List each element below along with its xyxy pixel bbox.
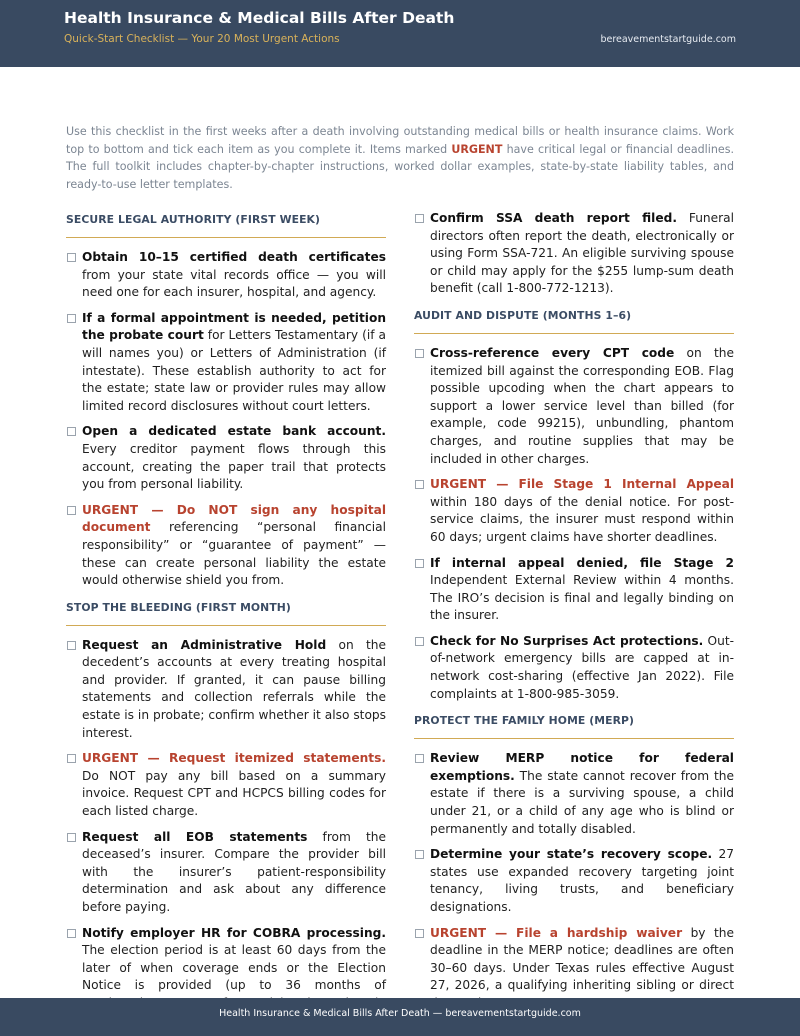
checkbox[interactable]: [415, 214, 424, 223]
left-column: [66, 210, 386, 1021]
item-lead: Check for No Surprises Act protections.: [430, 633, 704, 648]
item-body: The state cannot recover from the estate if there is a surviving spouse, a child under 21, or a child of any age who is blind or permanently and totally disabled.: [430, 768, 734, 836]
item-body: Out-of-network emergency bills are capped at in-network cost-sharing (effective Jan 2022). File complaints at 1-800-985-3059.: [430, 633, 735, 701]
checkbox[interactable]: [415, 349, 424, 358]
checkbox[interactable]: [67, 314, 76, 323]
checklist-item-urgent: [414, 476, 734, 546]
checkbox[interactable]: [67, 253, 76, 262]
item-body: Do NOT pay any bill based on a summary invoice. Request CPT and HCPCS billing codes for each listed charge.: [82, 768, 386, 819]
item-lead: Confirm SSA death report filed.: [430, 211, 677, 225]
item-lead: If internal appeal denied, file Stage 2: [430, 555, 734, 570]
item-body: by the deadline in the MERP notice; deadlines are often 30–60 days. Under Texas rules effective August 27, 2026, a qualifying inheriting sibling or direct: [430, 925, 735, 993]
checkbox[interactable]: [415, 850, 424, 859]
document-subtitle: Quick-Start Checklist — Your 20 Most Urgent Actions: [64, 33, 340, 45]
checklist-item: [66, 637, 386, 743]
document-title: Health Insurance & Medical Bills After Death: [64, 9, 455, 27]
item-body: from your state vital records office — you will need one for each insurer, hospital, and agency.: [82, 267, 386, 300]
item-lead: Cross-reference every CPT code: [430, 345, 675, 360]
item-body: from the deceased’s insurer. Compare the provider bill with the insurer’s patient-responsibility determination and ask about any difference before paying.: [82, 829, 386, 914]
checklist-item: [414, 846, 734, 916]
checklist-item: [414, 633, 734, 703]
checkbox[interactable]: [67, 506, 76, 515]
section-heading-audit-dispute: AUDIT AND DISPUTE (MONTHS 1–6): [414, 308, 632, 322]
page-footer: [0, 998, 800, 1036]
intro-text-after: have critical legal or financial deadlines. The full toolkit includes chapter-by-chapter instructions, worked dollar examples, state-by-state liability tables, and ready-to-use letter templates.: [66, 142, 735, 191]
item-body: on the itemized bill against the corresponding EOB. Flag possible upcoding when the chart appears to support a lower service level than billed (for example, code 99215), unbundling, phantom charges, and routine supplies that may be included in other charges.: [430, 345, 735, 466]
checkbox[interactable]: [415, 929, 424, 938]
item-body: The election period is at least 60 days from the later of when coverage ends or the Election Notice is provided (up to 36 months of: [82, 943, 386, 993]
section-divider: [414, 738, 734, 739]
item-body: 27 states use expanded recovery targeting joint tenancy, living trusts, and beneficiary designations.: [430, 847, 734, 914]
item-lead-urgent: URGENT — Do NOT sign any hospital document: [82, 502, 386, 535]
section-heading-legal-authority: SECURE LEGAL AUTHORITY (FIRST WEEK): [66, 213, 321, 226]
item-lead: If a formal appointment is needed, petition the probate court: [82, 310, 386, 343]
item-body: Funeral directors often report the death, electronically or using Form SSA-721. An eligible surviving spouse or child may apply for the $255 lump-sum death benefit (call 1-800-772-1213).: [430, 211, 735, 296]
checkbox[interactable]: [67, 929, 76, 938]
checklist-item: [66, 423, 386, 493]
item-lead: Obtain 10–15 certified death certificates: [82, 250, 386, 264]
checklist-item: [414, 210, 734, 298]
checkbox[interactable]: [415, 480, 424, 489]
checkbox[interactable]: [67, 754, 76, 763]
item-lead: Request all EOB statements: [82, 829, 308, 844]
item-lead-urgent: URGENT — File Stage 1 Internal Appeal: [430, 477, 734, 492]
intro-paragraph: [66, 123, 734, 193]
item-body: within 180 days of the denial notice. For post-service claims, the insurer must respond within 60 days; urgent claims have shorter deadlines.: [430, 494, 734, 544]
checklist-item: [414, 750, 734, 838]
item-body: Independent External Review within 4 months. The IRO’s decision is final and legally binding on the insurer.: [430, 573, 734, 623]
checkbox[interactable]: [415, 754, 424, 763]
item-lead: Open a dedicated estate bank account.: [82, 424, 386, 439]
checklist-item: [414, 555, 734, 625]
checkbox[interactable]: [415, 559, 424, 568]
section-divider: [66, 237, 386, 238]
item-body: on the decedent’s accounts at every treating hospital and provider. If granted, it can pause billing statements and collection referrals while the estate is in probate; confirm whether it also stops interest.: [82, 637, 386, 740]
checkbox[interactable]: [67, 833, 76, 842]
right-column: [414, 210, 734, 1021]
checkbox[interactable]: [67, 427, 76, 436]
footer-text: Health Insurance & Medical Bills After Death — bereavementstartguide.com: [219, 1008, 581, 1019]
section-divider: [66, 625, 386, 626]
item-lead: Review MERP notice for federal exemptions.: [430, 751, 734, 783]
section-heading-protect-home: PROTECT THE FAMILY HOME (MERP): [414, 714, 635, 728]
checklist-item: [66, 249, 386, 302]
header-site-url: bereavementstartguide.com: [600, 34, 736, 45]
item-body: referencing “personal financial responsibility” or “guarantee of payment” — these can create personal liability the estate would otherwise shield you from.: [82, 520, 386, 588]
intro-urgent-word: URGENT: [451, 142, 503, 156]
page-header: [0, 0, 800, 67]
item-lead-urgent: URGENT — File a hardship waiver: [430, 925, 683, 940]
item-lead: Determine your state’s recovery scope.: [430, 847, 713, 862]
checkbox[interactable]: [415, 637, 424, 646]
item-lead: Request an Administrative Hold: [82, 637, 327, 652]
item-lead-urgent: URGENT — Request itemized statements.: [82, 751, 386, 766]
intro-text-before: Use this checklist in the first weeks after a death involving outstanding medical bills or health insurance claims. Work top to bottom and tick each item as you complete it. Items marked: [66, 125, 734, 156]
item-body: Every creditor payment flows through this account, creating the paper trail that protects you from personal liability.: [82, 441, 386, 492]
checklist-item: [66, 310, 386, 416]
checklist-item-urgent: [66, 750, 386, 820]
checkbox[interactable]: [67, 641, 76, 650]
checklist-item: [66, 829, 386, 917]
checklist-item: [414, 345, 734, 468]
section-divider: [414, 333, 734, 334]
checklist-item-urgent: [66, 502, 386, 590]
item-lead: Notify employer HR for COBRA processing.: [82, 925, 386, 940]
section-heading-stop-bleeding: STOP THE BLEEDING (FIRST MONTH): [66, 600, 291, 614]
item-body: for Letters Testamentary (if a will names you) or Letters of Administration (if intestate). These establish authority to act for the estate; state law or provider rules may allow limited record disclosures without court letters.: [82, 328, 386, 413]
